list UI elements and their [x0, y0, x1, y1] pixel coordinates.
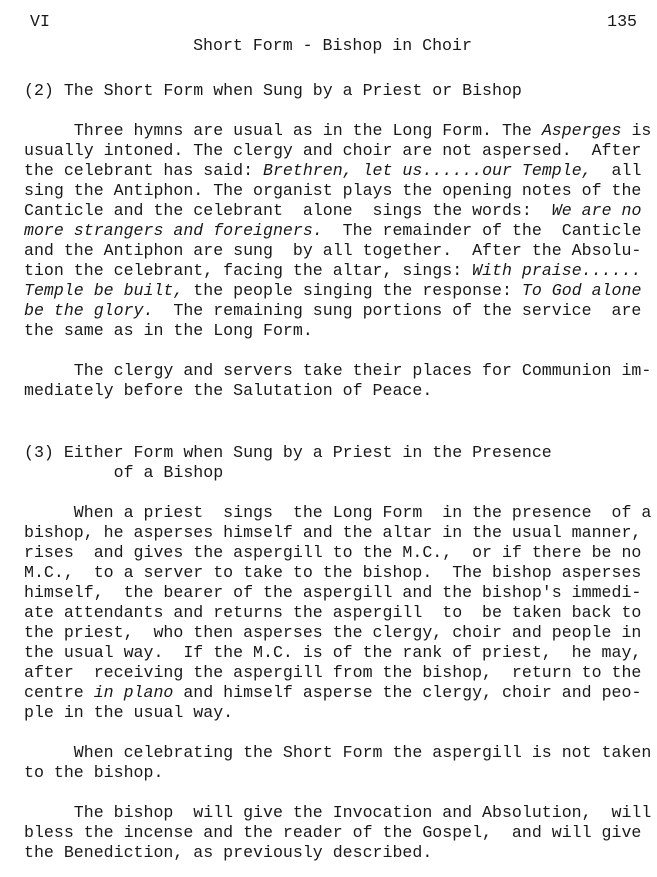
text-line [24, 503, 652, 523]
text-line [24, 843, 641, 863]
text-segment: is [621, 121, 652, 140]
text-line [24, 543, 641, 563]
text-segment: himself, the bearer of the aspergill and the bishop's immedi- [24, 583, 642, 602]
text-line [24, 683, 641, 703]
section-heading-line: (3) Either Form when Sung by a Priest in the Presence [24, 443, 552, 462]
text-segment: The remainder of the Canticle [322, 221, 642, 240]
text-segment: the usual way. If the M.C. is of the rank of priest, he may, [24, 643, 642, 662]
text-segment: centre [24, 683, 94, 702]
text-line [24, 623, 641, 643]
italic-text-segment: more strangers and foreigners. [24, 221, 323, 240]
text-line [24, 763, 641, 783]
text-line [24, 121, 652, 141]
text-line [24, 361, 652, 381]
text-segment: usually intoned. The clergy and choir are not aspersed. After [24, 141, 642, 160]
document-body [24, 81, 652, 863]
text-segment: the same as in the Long Form. [24, 321, 313, 340]
italic-text-segment: Temple be built, [24, 281, 184, 300]
text-segment: When celebrating the Short Form the aspergill is not taken [24, 743, 652, 762]
text-segment: ple in the usual way. [24, 703, 234, 722]
text-line [24, 241, 641, 261]
text-line [24, 281, 641, 301]
text-line [24, 161, 641, 181]
text-segment: rises and gives the aspergill to the M.C., or if there be no [24, 543, 642, 562]
chapter-number: VI [30, 12, 50, 31]
running-title: Short Form - Bishop in Choir [193, 36, 472, 55]
text-line [24, 823, 641, 843]
text-line [24, 663, 641, 683]
text-segment: the priest, who then asperses the clergy, choir and people in [24, 623, 642, 642]
text-segment: the celebrant has said: [24, 161, 263, 180]
section [24, 81, 652, 401]
italic-text-segment: To God alone [521, 281, 642, 300]
text-segment: the people singing the response: [183, 281, 522, 300]
text-line [24, 583, 641, 603]
paragraph [24, 803, 652, 863]
section-heading-line: of a Bishop [24, 463, 224, 482]
italic-text-segment: Asperges [541, 121, 622, 140]
text-segment: after receiving the aspergill from the bishop, return to the [24, 663, 642, 682]
text-line [24, 643, 641, 663]
text-segment: bless the incense and the reader of the Gospel, and will give [24, 823, 642, 842]
text-segment: The remaining sung portions of the service are [153, 301, 642, 320]
text-line [24, 563, 641, 583]
text-segment: mediately before the Salutation of Peace. [24, 381, 433, 400]
text-segment: Canticle and the celebrant alone sings the words: [24, 201, 552, 220]
text-line [24, 141, 641, 161]
text-segment: When a priest sings the Long Form in the presence of a [24, 503, 652, 522]
italic-text-segment: With praise...... [472, 261, 642, 280]
text-line [24, 523, 641, 543]
text-line [24, 381, 641, 401]
text-line [24, 743, 652, 763]
text-line [24, 201, 641, 221]
text-segment: sing the Antiphon. The organist plays the opening notes of the [24, 181, 642, 200]
text-segment: M.C., to a server to take to the bishop. The bishop asperses [24, 563, 642, 582]
text-line [24, 803, 652, 823]
text-line [24, 703, 641, 723]
text-segment: The bishop will give the Invocation and Absolution, will [24, 803, 652, 822]
text-segment: ate attendants and returns the aspergill to be taken back to [24, 603, 642, 622]
section-heading-line: (2) The Short Form when Sung by a Priest or Bishop [24, 81, 522, 100]
paragraph [24, 743, 652, 783]
text-segment: bishop, he asperses himself and the altar in the usual manner, [24, 523, 642, 542]
paragraph [24, 503, 652, 723]
section [24, 443, 652, 863]
page-header [24, 12, 641, 32]
text-line [24, 301, 641, 321]
text-segment: tion the celebrant, facing the altar, sings: [24, 261, 473, 280]
text-line [24, 603, 641, 623]
paragraph [24, 361, 652, 401]
text-segment: to the bishop. [24, 763, 164, 782]
text-segment: Three hymns are usual as in the Long Form. The [24, 121, 542, 140]
text-segment: and the Antiphon are sung by all together. After the Absolu- [24, 241, 642, 260]
text-line [24, 321, 641, 341]
page-number: 135 [607, 12, 637, 31]
italic-text-segment: We are no [551, 201, 642, 220]
italic-text-segment: Brethren, let us......our Temple, [263, 161, 592, 180]
text-line [24, 261, 641, 281]
text-segment: and himself asperse the clergy, choir and peo- [173, 683, 642, 702]
italic-text-segment: in plano [93, 683, 174, 702]
text-segment: The clergy and servers take their places for Communion im- [24, 361, 652, 380]
text-line [24, 181, 641, 201]
text-line [24, 221, 641, 241]
text-segment: all [591, 161, 642, 180]
text-segment: the Benediction, as previously described. [24, 843, 433, 862]
paragraph [24, 121, 652, 341]
italic-text-segment: be the glory. [24, 301, 154, 320]
